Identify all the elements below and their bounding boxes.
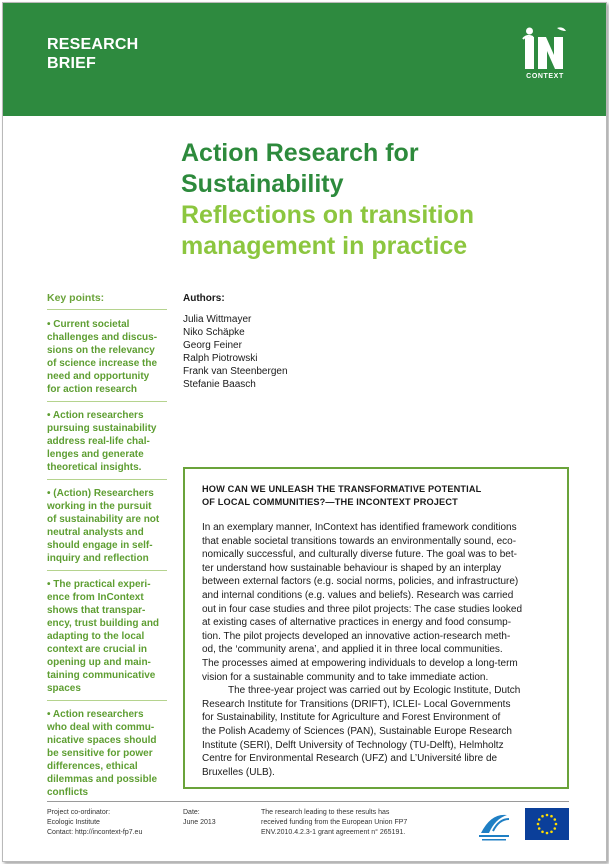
incontext-logo-icon <box>521 25 569 73</box>
footer-line: ENV.2010.4.2.3-1 grant agreement n° 265191. <box>261 829 406 836</box>
project-info-box <box>183 467 569 789</box>
header-band <box>3 3 606 116</box>
key-point-line: opening up and main- <box>47 657 151 668</box>
eu-star-icon <box>546 832 549 835</box>
key-point-item <box>47 315 167 402</box>
title-block <box>181 138 601 262</box>
key-point-line: adapting to the local <box>47 631 145 642</box>
key-point-line: pursuing sustainability <box>47 423 157 434</box>
brief-label-line: RESEARCH <box>47 36 139 53</box>
key-point-line: context are crucial in <box>47 644 148 655</box>
key-point-line: conflicts <box>47 787 89 798</box>
key-point-line: spaces <box>47 683 81 694</box>
logo-subtitle: CONTEXT <box>526 73 564 80</box>
brief-label-line: BRIEF <box>47 55 96 72</box>
body-line: the Polish Academy of Sciences (PAN), Sustainable Europe Research <box>202 725 512 737</box>
key-point-line: theoretical insights. <box>47 462 142 473</box>
key-point-line: ency, trust building and <box>47 618 160 629</box>
key-point-line: address real-life chal- <box>47 436 150 447</box>
body-line: vision for a sustainable community and to take immediate action. <box>202 671 489 683</box>
subtitle <box>181 200 601 262</box>
key-point-line: • Action researchers <box>47 410 144 421</box>
eu-flag-icon <box>525 808 569 840</box>
key-point-line: need and opportunity <box>47 371 150 382</box>
project-box-body <box>202 521 554 779</box>
project-heading-line: HOW CAN WE UNLEASH THE TRANSFORMATIVE POTENTIAL <box>202 484 482 494</box>
key-point-line: nicative spaces should <box>47 735 157 746</box>
author-name: Stefanie Baasch <box>183 379 256 390</box>
key-point-line: should engage in self- <box>47 540 153 551</box>
key-point-line: working in the pursuit <box>47 501 152 512</box>
body-line: ter understand how sustainable behaviour is shaped by an interplay <box>202 562 502 574</box>
key-points-heading: Key points: <box>47 292 167 310</box>
author-name: Julia Wittmayer <box>183 314 252 325</box>
eu-star-icon <box>538 827 541 830</box>
eu-star-icon <box>546 814 549 817</box>
main-title-line: Action Research for <box>181 139 419 167</box>
key-point-item <box>47 406 167 480</box>
incontext-logo <box>521 25 569 85</box>
key-points-sidebar <box>47 292 167 808</box>
key-point-line: • Current societal <box>47 319 130 330</box>
footer-divider <box>47 801 569 802</box>
eu-star-icon <box>550 830 553 833</box>
footer-line: received funding from the European Union FP7 <box>261 819 408 826</box>
author-name: Frank van Steenbergen <box>183 366 288 377</box>
key-point-line: neutral analysts and <box>47 527 144 538</box>
body-line: In an exemplary manner, InContext has identified framework conditions <box>202 522 517 533</box>
key-point-line: • Action researchers <box>47 709 144 720</box>
footer-funding-note <box>261 808 407 838</box>
eu-star-icon <box>555 823 558 826</box>
main-title <box>181 138 601 200</box>
body-line: The three-year project was carried out by Ecologic Institute, Dutch <box>228 685 521 697</box>
subtitle-line: Reflections on transition <box>181 201 475 229</box>
authors-section <box>183 292 383 391</box>
key-point-line: who deal with commu- <box>47 722 155 733</box>
key-point-line: be sensitive for power <box>47 748 153 759</box>
key-point-item <box>47 575 167 701</box>
author-name: Georg Feiner <box>183 340 242 351</box>
body-line: Centre for Environmental Research (UFZ) and L’Université libre de <box>202 753 498 765</box>
key-point-line: of sustainability are not <box>47 514 160 525</box>
footer-coordinator <box>47 808 142 838</box>
footer-line: The research leading to these results has <box>261 809 390 816</box>
key-point-item <box>47 705 167 804</box>
author-name: Ralph Piotrowski <box>183 353 258 364</box>
body-line: Bruxelles (ULB). <box>202 766 275 778</box>
key-point-line: dilemmas and possible <box>47 774 158 785</box>
key-point-line: lenges and generate <box>47 449 144 460</box>
fp7-logo-icon <box>473 809 515 843</box>
body-line: od, the ‘community arena’, and applied it in three local communities. <box>202 644 503 656</box>
body-line: for Sustainability, Institute for Agriculture and Forest Environment of <box>202 712 501 724</box>
key-point-line: of science increase the <box>47 358 158 369</box>
project-box-heading <box>202 483 481 509</box>
footer-line: Date: <box>183 809 200 816</box>
eu-star-icon <box>538 818 541 821</box>
key-point-line: for action research <box>47 384 138 395</box>
footer-line: Project co-ordinator: <box>47 809 111 816</box>
eu-star-icon <box>541 830 544 833</box>
key-point-line: • The practical experi- <box>47 579 151 590</box>
body-line: out in four case studies and three pilot projects: The case studies looked <box>202 603 523 615</box>
body-line: Institute (SERI), Delft University of Technology (TU-Delft), Helmholtz <box>202 739 504 751</box>
body-line: tion. The pilot projects developed an innovative action-research meth- <box>202 630 511 642</box>
research-brief-page <box>2 2 607 862</box>
authors-heading: Authors: <box>183 293 225 304</box>
footer-date <box>183 808 216 828</box>
body-line: between external factors (e.g. social norms, policies, and infrastructure) <box>202 576 519 588</box>
key-point-line: ence from InContext <box>47 592 144 603</box>
key-point-line: inquiry and reflection <box>47 553 149 564</box>
research-brief-label <box>47 35 138 73</box>
key-point-line: differences, ethical <box>47 761 138 772</box>
body-line: and internal conditions (e.g. values and beliefs). Research was carried <box>202 589 514 601</box>
eu-star-icon <box>550 815 553 818</box>
footer-line: Ecologic Institute <box>47 819 100 826</box>
footer-line: June 2013 <box>183 819 216 826</box>
body-line: Research Institute for Transitions (DRIFT), ICLEI- Local Governments <box>202 698 511 710</box>
subtitle-line: management in practice <box>181 232 468 260</box>
body-line: The processes aimed at empowering individuals to develop a long-term <box>202 657 518 669</box>
author-name: Niko Schäpke <box>183 327 245 338</box>
body-line: nomically successful, and culturally diverse future. The goal was to bet- <box>202 549 517 561</box>
project-heading-line: OF LOCAL COMMUNITIES?—THE INCONTEXT PROJECT <box>202 497 458 507</box>
main-title-line: Sustainability <box>181 170 344 198</box>
body-line: at existing cases of alternative practices in energy and food consump- <box>202 617 512 629</box>
key-point-line: • (Action) Researchers <box>47 488 154 499</box>
key-point-line: sions on the relevancy <box>47 345 155 356</box>
body-line: that enable societal transitions towards an environmentally sound, eco- <box>202 535 517 547</box>
eu-star-icon <box>537 823 540 826</box>
key-point-line: challenges and discus- <box>47 332 158 343</box>
key-point-line: taining communicative <box>47 670 156 681</box>
key-point-item <box>47 484 167 571</box>
eu-star-icon <box>541 815 544 818</box>
eu-star-icon <box>553 818 556 821</box>
footer-contact-link[interactable]: Contact: http://incontext-fp7.eu <box>47 829 143 836</box>
key-point-line: shows that transpar- <box>47 605 146 616</box>
eu-star-icon <box>553 827 556 830</box>
